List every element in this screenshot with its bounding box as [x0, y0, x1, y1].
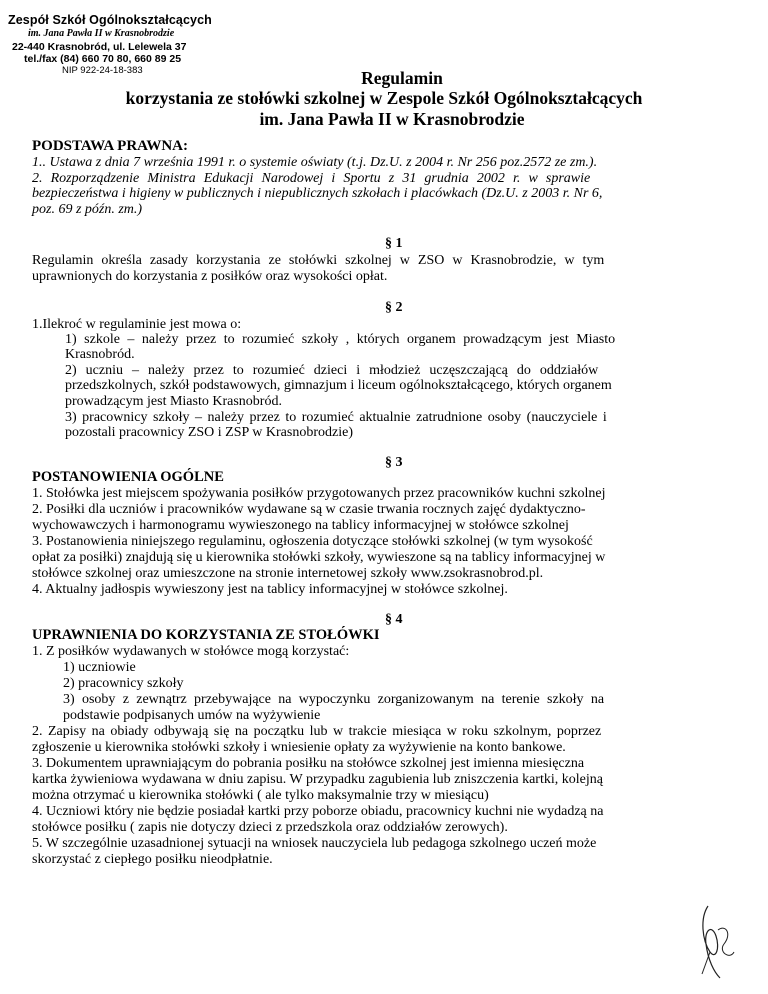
- document-subtitle: korzystania ze stołówki szkolnej w Zespole Szkół Ogólnokształcących: [125, 88, 643, 108]
- paragraph-line: stołówce szkolnej oraz umieszczone na stronie internetowej szkoły www.zsokrasnobrod.pl.: [32, 566, 544, 581]
- paragraph-line: Krasnobród.: [65, 347, 135, 362]
- paragraph-line: 2) pracownicy szkoły: [63, 676, 184, 691]
- section-mark: § 3: [385, 455, 403, 470]
- paragraph-line: opłat za posiłki) znajdują się u kierownika stołówki szkoły, wywieszone są na tablicy informacyjnej w: [32, 550, 606, 565]
- paragraph-line: 3) osoby z zewnątrz przebywające na wypoczynku zorganizowanym na terenie szkoły na: [63, 692, 605, 707]
- paragraph-line: 1) uczniowie: [63, 660, 136, 675]
- paragraph-line: 4. Uczniowi który nie będzie posiadał kartki przy poborze obiadu, pracownicy kuchni nie wydadzą na: [32, 804, 604, 819]
- paragraph-line: można otrzymać u kierownika stołówki ( ale tylko maksymalnie trzy w miesiącu): [32, 788, 489, 803]
- section-heading: POSTANOWIENIA OGÓLNE: [32, 469, 224, 485]
- document-subtitle-2: im. Jana Pawła II w Krasnobrodzie: [259, 109, 525, 129]
- paragraph-line: 1. Z posiłków wydawanych w stołówce mogą korzystać:: [32, 644, 350, 659]
- paragraph-line: pozostali pracownicy ZSO i ZSP w Krasnobrodzie): [65, 425, 353, 440]
- section-mark: § 1: [385, 236, 403, 251]
- paragraph-line: zgłoszenie u kierownika stołówki szkoły i wniesienie opłaty za wyżywienie na konto bankowe.: [32, 740, 566, 755]
- paragraph-line: 2. Zapisy na obiady odbywają się na początku lub w trakcie miesiąca w roku szkolnym, poprzez: [32, 724, 602, 739]
- paragraph-line: wychowawczych i harmonogramu wywieszonego na tablicy informacyjnej w stołówce szkolnej: [32, 518, 569, 533]
- school-nip: NIP 922-24-18-383: [62, 65, 143, 76]
- paragraph-line: 2) uczniu – należy przez to rozumieć dzieci i młodzież uczęszczającą do oddziałów: [65, 363, 599, 378]
- school-patron: im. Jana Pawła II w Krasnobrodzie: [28, 28, 175, 39]
- legal-basis-line: 1.. Ustawa z dnia 7 września 1991 r. o systemie oświaty (t.j. Dz.U. z 2004 r. Nr 256 poz.2572 ze zm.).: [32, 155, 598, 170]
- paragraph-line: 1.Ilekroć w regulaminie jest mowa o:: [32, 317, 242, 332]
- paragraph-line: 1. Stołówka jest miejscem spożywania posiłków przygotowanych przez pracowników kuchni szkolnej: [32, 486, 606, 501]
- handwritten-signature: [690, 900, 738, 980]
- paragraph-line: kartka żywieniowa wydawana w dniu zapisu. W przypadku zagubienia lub zniszczenia kartki, kolejną: [32, 772, 603, 787]
- legal-basis-heading: PODSTAWA PRAWNA:: [32, 138, 188, 154]
- paragraph-line: 2. Posiłki dla uczniów i pracowników wydawane są w czasie trwania rocznych zajęć dydaktyczno-: [32, 502, 586, 517]
- paragraph-line: 1) szkole – należy przez to rozumieć szkoły , których organem prowadzącym jest Miasto: [65, 332, 616, 347]
- document-title: Regulamin: [361, 68, 443, 88]
- paragraph-line: uprawnionych do korzystania z posiłków oraz wysokości opłat.: [32, 269, 388, 284]
- legal-basis-line: 2. Rozporządzenie Ministra Edukacji Narodowej i Sportu z 31 grudnia 2002 r. w sprawie: [32, 171, 591, 186]
- paragraph-line: prowadzącym jest Miasto Krasnobród.: [65, 394, 282, 409]
- section-heading: UPRAWNIENIA DO KORZYSTANIA ZE STOŁÓWKI: [32, 627, 380, 643]
- paragraph-line: podstawie podpisanych umów na wyżywienie: [63, 708, 321, 723]
- school-address: 22-440 Krasnobród, ul. Lelewela 37: [12, 41, 187, 53]
- paragraph-line: przedszkolnych, szkół podstawowych, gimnazjum i liceum ogólnokształcącego, których organem: [65, 378, 612, 393]
- section-mark: § 4: [385, 612, 403, 627]
- paragraph-line: 3. Postanowienia niniejszego regulaminu, ogłoszenia dotyczące stołówki szkolnej (w tym wysokość: [32, 534, 593, 549]
- paragraph-line: stołówce posiłku ( zapis nie dotyczy dzieci z przedszkola oraz oddziałów zerowych).: [32, 820, 508, 835]
- section-mark: § 2: [385, 300, 403, 315]
- paragraph-line: 3) pracownicy szkoły – należy przez to rozumieć aktualnie zatrudnione osoby (nauczyciele i: [65, 410, 607, 425]
- legal-basis-line: poz. 69 z późn. zm.): [32, 202, 143, 217]
- school-phone: tel./fax (84) 660 70 80, 660 89 25: [24, 53, 182, 65]
- paragraph-line: 3. Dokumentem uprawniającym do pobrania posiłku na stołówce szkolnej jest imienna miesięczna: [32, 756, 585, 771]
- paragraph-line: skorzystać z ciepłego posiłku nieodpłatnie.: [32, 852, 273, 867]
- paragraph-line: 4. Aktualny jadłospis wywieszony jest na tablicy informacyjnej w stołówce szkolnej.: [32, 582, 508, 597]
- paragraph-line: 5. W szczególnie uzasadnionej sytuacji na wniosek nauczyciela lub pedagoga szkolnego uczeń może: [32, 836, 597, 851]
- school-name: Zespół Szkół Ogólnokształcących: [8, 13, 212, 27]
- legal-basis-line: bezpieczeństwa i higieny w publicznych i niepublicznych szkołach i placówkach (Dz.U. z 2003 r. Nr 6,: [32, 186, 603, 201]
- paragraph-line: Regulamin określa zasady korzystania ze stołówki szkolnej w ZSO w Krasnobrodzie, w tym: [32, 253, 605, 268]
